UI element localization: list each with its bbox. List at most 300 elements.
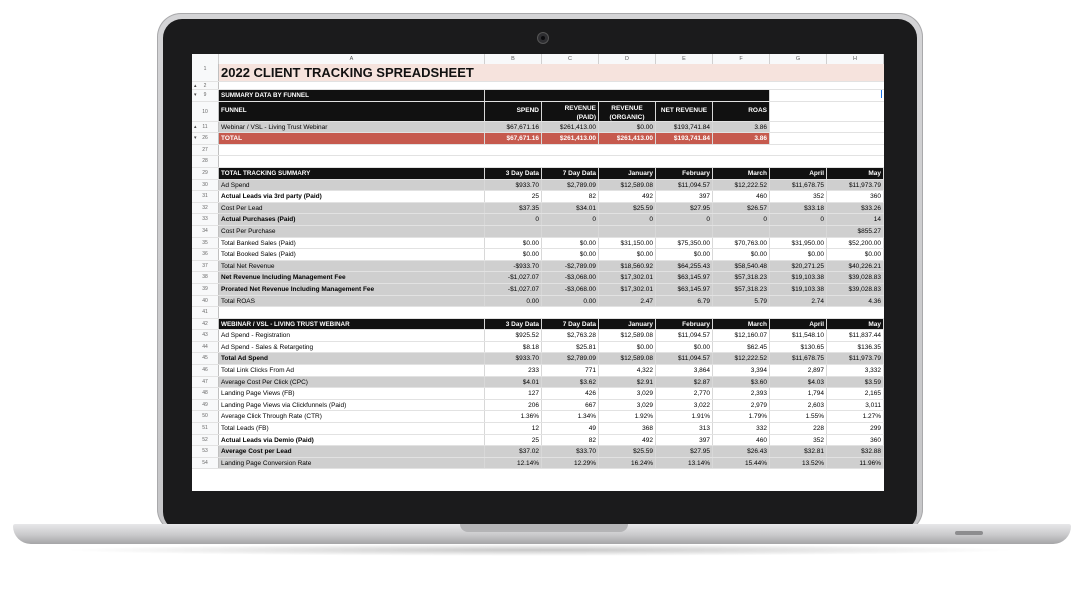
data-cell[interactable]: $2.87 [656,377,713,388]
row-label-cell[interactable]: Cost Per Lead [219,203,485,214]
row-number[interactable]: 52 [192,435,219,446]
data-cell[interactable]: $4.03 [770,377,827,388]
data-cell[interactable]: $12,222.52 [713,180,770,191]
data-cell[interactable]: 492 [599,435,656,446]
data-cell[interactable]: 0 [542,214,599,225]
data-cell[interactable]: $32.88 [827,446,884,457]
row-label-cell[interactable]: Average Click Through Rate (CTR) [219,411,485,422]
data-cell[interactable]: 49 [542,423,599,434]
data-cell[interactable]: $20,271.25 [770,261,827,272]
data-cell[interactable]: 426 [542,388,599,399]
table-row[interactable] [192,214,884,226]
data-cell[interactable]: $0.00 [770,249,827,260]
data-cell[interactable]: $0.00 [713,249,770,260]
table-row[interactable] [192,296,884,308]
data-cell[interactable]: $75,350.00 [656,238,713,249]
header-cell[interactable]: SPEND [485,102,542,121]
table-row[interactable] [192,226,884,238]
row-number[interactable]: 38 [192,272,219,283]
row-label-cell[interactable]: Total Net Revenue [219,261,485,272]
row-number[interactable]: 46 [192,365,219,376]
data-cell[interactable]: -$3,068.00 [542,272,599,283]
data-cell[interactable]: $40,226.21 [827,261,884,272]
total-revenue-organic-cell[interactable]: $261,413.00 [599,133,656,144]
row-number[interactable]: 48 [192,388,219,399]
data-cell[interactable]: 460 [713,435,770,446]
data-cell[interactable]: $136.35 [827,342,884,353]
table-row[interactable] [192,353,884,365]
data-cell[interactable]: $12,160.07 [713,330,770,341]
data-cell[interactable]: $0.00 [485,249,542,260]
row-number[interactable]: 31 [192,191,219,202]
column-header-cell[interactable]: April [770,319,827,330]
data-cell[interactable]: $11,837.44 [827,330,884,341]
data-cell[interactable]: $11,678.75 [770,180,827,191]
data-cell[interactable]: 1.27% [827,411,884,422]
collapse-arrow-icon[interactable]: ▾ [194,92,197,98]
data-cell[interactable]: $37.35 [485,203,542,214]
data-cell[interactable]: $18,560.92 [599,261,656,272]
data-cell[interactable]: 3,029 [599,388,656,399]
data-cell[interactable]: $32.81 [770,446,827,457]
data-cell[interactable]: $2,763.28 [542,330,599,341]
header-cell[interactable]: NET REVENUE [656,102,713,121]
data-cell[interactable]: $4.01 [485,377,542,388]
row-number[interactable]: 36 [192,249,219,260]
row-label-cell[interactable]: Total Link Clicks From Ad [219,365,485,376]
row-number[interactable]: 35 [192,238,219,249]
data-cell[interactable]: $8.18 [485,342,542,353]
row-number[interactable]: 47 [192,377,219,388]
data-cell[interactable]: 1.34% [542,411,599,422]
revenue-organic-cell[interactable]: $0.00 [599,122,656,133]
row-number[interactable]: 41 [192,307,219,318]
data-cell[interactable]: $0.00 [542,249,599,260]
row-label-cell[interactable]: Cost Per Purchase [219,226,485,237]
row-number[interactable]: 54 [192,458,219,469]
data-cell[interactable] [542,226,599,237]
table-row[interactable] [192,446,884,458]
data-cell[interactable]: 2.47 [599,296,656,307]
row-number[interactable]: 1 [192,64,219,81]
table-row[interactable] [192,284,884,296]
total-spend-cell[interactable]: $67,671.16 [485,133,542,144]
data-cell[interactable]: 460 [713,191,770,202]
data-cell[interactable]: $57,318.23 [713,272,770,283]
data-cell[interactable]: $11,094.57 [656,180,713,191]
row-label-cell[interactable]: Ad Spend - Sales & Retargeting [219,342,485,353]
data-cell[interactable]: -$1,027.07 [485,284,542,295]
column-header[interactable]: E [656,54,713,64]
data-cell[interactable]: 12.29% [542,458,599,469]
corner-cell[interactable] [192,54,219,64]
data-cell[interactable]: 2,770 [656,388,713,399]
data-cell[interactable]: 771 [542,365,599,376]
data-cell[interactable]: $27.95 [656,203,713,214]
data-cell[interactable]: 667 [542,400,599,411]
section-header-row[interactable] [192,168,884,180]
column-header[interactable]: G [770,54,827,64]
data-cell[interactable]: $39,028.83 [827,284,884,295]
roas-cell[interactable]: 3.86 [713,122,770,133]
row-number[interactable]: 40 [192,296,219,307]
data-cell[interactable]: 3,022 [656,400,713,411]
data-cell[interactable]: $27.95 [656,446,713,457]
row-label-cell[interactable]: Landing Page Views (FB) [219,388,485,399]
data-cell[interactable]: 2,165 [827,388,884,399]
row-label-cell[interactable]: Landing Page Conversion Rate [219,458,485,469]
data-cell[interactable]: 25 [485,435,542,446]
data-cell[interactable] [485,226,542,237]
data-cell[interactable]: 2,897 [770,365,827,376]
row-number[interactable]: 42 [192,319,219,330]
data-cell[interactable]: $925.52 [485,330,542,341]
data-cell[interactable]: $130.65 [770,342,827,353]
data-cell[interactable]: $0.00 [599,342,656,353]
data-cell[interactable]: $34.01 [542,203,599,214]
row-number[interactable]: 2 [192,82,219,89]
data-cell[interactable]: 1.92% [599,411,656,422]
data-cell[interactable]: 2.74 [770,296,827,307]
header-cell[interactable]: ROAS [713,102,770,121]
data-cell[interactable]: $3.59 [827,377,884,388]
column-header-cell[interactable]: 3 Day Data [485,168,542,179]
spreadsheet-title[interactable] [219,64,884,81]
section-title[interactable]: SUMMARY DATA BY FUNNEL [219,90,485,101]
column-header-cell[interactable]: February [656,168,713,179]
data-cell[interactable]: $39,028.83 [827,272,884,283]
total-roas-cell[interactable]: 3.86 [713,133,770,144]
data-cell[interactable]: $25.59 [599,446,656,457]
data-cell[interactable]: $2,789.09 [542,353,599,364]
table-row[interactable] [192,458,884,470]
data-cell[interactable]: 13.52% [770,458,827,469]
data-cell[interactable]: 1.55% [770,411,827,422]
expand-arrow-icon[interactable]: ▴ [194,123,197,130]
table-row[interactable] [192,156,884,168]
data-cell[interactable]: $63,145.97 [656,272,713,283]
row-number[interactable]: 11 [192,122,219,133]
header-cell[interactable]: FUNNEL [219,102,485,121]
data-cell[interactable]: 2,393 [713,388,770,399]
data-cell[interactable]: 0 [656,214,713,225]
row-label-cell[interactable]: Total Ad Spend [219,353,485,364]
data-cell[interactable]: 360 [827,435,884,446]
row-number[interactable]: 37 [192,261,219,272]
data-cell[interactable]: 5.79 [713,296,770,307]
scrollbar-indicator[interactable] [881,90,882,98]
data-cell[interactable]: -$1,027.07 [485,272,542,283]
data-cell[interactable]: 3,394 [713,365,770,376]
net-revenue-cell[interactable]: $193,741.84 [656,122,713,133]
data-cell[interactable] [713,226,770,237]
data-cell[interactable]: 16.24% [599,458,656,469]
column-header-cell[interactable]: 7 Day Data [542,168,599,179]
data-cell[interactable]: 206 [485,400,542,411]
data-cell[interactable]: $26.43 [713,446,770,457]
data-cell[interactable]: $33.18 [770,203,827,214]
data-cell[interactable]: $52,200.00 [827,238,884,249]
table-row[interactable] [192,145,884,157]
data-cell[interactable]: 1.91% [656,411,713,422]
table-row[interactable] [192,180,884,192]
table-row[interactable] [192,191,884,203]
data-cell[interactable]: 299 [827,423,884,434]
data-cell[interactable]: 492 [599,191,656,202]
data-cell[interactable]: 3,011 [827,400,884,411]
data-cell[interactable]: $12,589.08 [599,180,656,191]
table-row[interactable] [192,82,884,90]
table-row[interactable] [192,238,884,250]
data-cell[interactable]: $3.60 [713,377,770,388]
data-cell[interactable]: $25.81 [542,342,599,353]
column-header[interactable]: C [542,54,599,64]
table-row[interactable] [192,64,884,82]
data-cell[interactable]: $933.70 [485,353,542,364]
data-cell[interactable]: 352 [770,435,827,446]
data-cell[interactable]: 25 [485,191,542,202]
row-number[interactable]: 26 [192,133,219,144]
row-number[interactable]: 30 [192,180,219,191]
data-cell[interactable]: 397 [656,435,713,446]
column-header-cell[interactable]: May [827,319,884,330]
data-cell[interactable]: 368 [599,423,656,434]
data-cell[interactable]: $11,973.79 [827,353,884,364]
column-header[interactable]: H [827,54,884,64]
row-label-cell[interactable]: Average Cost Per Click (CPC) [219,377,485,388]
data-cell[interactable]: 1,794 [770,388,827,399]
data-cell[interactable]: $933.70 [485,180,542,191]
row-number[interactable]: 9 [192,90,219,101]
header-cell[interactable] [485,90,770,101]
data-cell[interactable]: 0.00 [542,296,599,307]
total-net-revenue-cell[interactable]: $193,741.84 [656,133,713,144]
summary-row[interactable] [192,122,884,134]
data-cell[interactable]: $0.00 [485,238,542,249]
row-label-cell[interactable]: Total Banked Sales (Paid) [219,238,485,249]
data-cell[interactable]: $57,318.23 [713,284,770,295]
section-title[interactable]: WEBINAR / VSL - LIVING TRUST WEBINAR [219,319,485,330]
section-header-row[interactable] [192,319,884,331]
row-label-cell[interactable]: Average Cost per Lead [219,446,485,457]
column-header[interactable]: D [599,54,656,64]
column-header-cell[interactable]: February [656,319,713,330]
row-number[interactable]: 51 [192,423,219,434]
data-cell[interactable]: $11,973.79 [827,180,884,191]
data-cell[interactable]: $33.26 [827,203,884,214]
row-label-cell[interactable]: Net Revenue Including Management Fee [219,272,485,283]
data-cell[interactable]: 4.36 [827,296,884,307]
data-cell[interactable]: $25.59 [599,203,656,214]
collapse-arrow-icon[interactable]: ▾ [194,135,197,142]
table-row[interactable] [192,400,884,412]
table-row[interactable] [192,307,884,319]
data-cell[interactable]: -$933.70 [485,261,542,272]
data-cell[interactable]: 0 [485,214,542,225]
data-cell[interactable]: 0 [713,214,770,225]
row-number[interactable]: 49 [192,400,219,411]
data-cell[interactable]: $2.91 [599,377,656,388]
row-label-cell[interactable]: Prorated Net Revenue Including Management Fee [219,284,485,295]
data-cell[interactable]: 3,864 [656,365,713,376]
row-number[interactable]: 29 [192,168,219,179]
data-cell[interactable]: 14 [827,214,884,225]
column-header-cell[interactable]: May [827,168,884,179]
data-cell[interactable]: $63,145.97 [656,284,713,295]
data-cell[interactable]: $0.00 [656,249,713,260]
data-cell[interactable]: 397 [656,191,713,202]
row-number[interactable]: 39 [192,284,219,295]
data-cell[interactable]: $0.00 [542,238,599,249]
data-cell[interactable]: $58,540.48 [713,261,770,272]
row-number[interactable]: 44 [192,342,219,353]
data-cell[interactable]: $12,589.08 [599,330,656,341]
row-number[interactable]: 34 [192,226,219,237]
data-cell[interactable]: -$2,789.09 [542,261,599,272]
data-cell[interactable]: 233 [485,365,542,376]
data-cell[interactable]: 3,332 [827,365,884,376]
table-row[interactable] [192,342,884,354]
data-cell[interactable]: $64,255.43 [656,261,713,272]
table-row[interactable] [192,365,884,377]
data-cell[interactable]: $26.57 [713,203,770,214]
data-cell[interactable]: 1.36% [485,411,542,422]
section-header-row[interactable] [192,90,884,102]
data-cell[interactable]: 0 [770,214,827,225]
data-cell[interactable] [770,226,827,237]
row-label-cell[interactable]: Actual Leads via 3rd party (Paid) [219,191,485,202]
data-cell[interactable]: 82 [542,191,599,202]
data-cell[interactable]: $17,302.01 [599,284,656,295]
data-cell[interactable]: 0 [599,214,656,225]
section-title[interactable]: TOTAL TRACKING SUMMARY [219,168,485,179]
data-cell[interactable]: $11,678.75 [770,353,827,364]
table-row[interactable] [192,411,884,423]
data-cell[interactable]: 13.14% [656,458,713,469]
data-cell[interactable]: 332 [713,423,770,434]
row-label-cell[interactable]: Ad Spend [219,180,485,191]
data-cell[interactable]: $0.00 [827,249,884,260]
data-cell[interactable]: 3,029 [599,400,656,411]
data-cell[interactable]: 82 [542,435,599,446]
data-cell[interactable]: $11,094.57 [656,330,713,341]
row-number[interactable]: 50 [192,411,219,422]
expand-arrow-icon[interactable]: ▴ [194,83,197,89]
data-cell[interactable]: $37.02 [485,446,542,457]
row-label-cell[interactable]: Total Leads (FB) [219,423,485,434]
data-cell[interactable]: 360 [827,191,884,202]
data-cell[interactable]: $2,789.09 [542,180,599,191]
data-cell[interactable]: $855.27 [827,226,884,237]
column-header-cell[interactable]: 7 Day Data [542,319,599,330]
header-cell[interactable]: REVENUE (PAID) [542,102,599,121]
summary-total-row[interactable] [192,133,884,145]
spreadsheet-grid[interactable] [192,64,884,469]
data-cell[interactable]: $12,589.08 [599,353,656,364]
data-cell[interactable]: 2,979 [713,400,770,411]
table-row[interactable] [192,377,884,389]
data-cell[interactable]: $11,548.10 [770,330,827,341]
data-cell[interactable]: $19,103.38 [770,284,827,295]
table-row[interactable] [192,203,884,215]
column-header-cell[interactable]: April [770,168,827,179]
table-row[interactable] [192,435,884,447]
data-cell[interactable]: 228 [770,423,827,434]
row-number[interactable]: 33 [192,214,219,225]
data-cell[interactable] [656,226,713,237]
data-cell[interactable]: 4,322 [599,365,656,376]
data-cell[interactable]: $11,094.57 [656,353,713,364]
data-cell[interactable]: 127 [485,388,542,399]
data-cell[interactable]: 6.79 [656,296,713,307]
data-cell[interactable]: $12,222.52 [713,353,770,364]
table-row[interactable] [192,272,884,284]
data-cell[interactable]: $62.45 [713,342,770,353]
column-header-cell[interactable]: March [713,319,770,330]
column-header[interactable]: F [713,54,770,64]
spend-cell[interactable]: $67,671.16 [485,122,542,133]
data-cell[interactable]: $33.70 [542,446,599,457]
column-header-cell[interactable]: 3 Day Data [485,319,542,330]
data-cell[interactable]: $0.00 [599,249,656,260]
data-cell[interactable]: $31,950.00 [770,238,827,249]
column-header[interactable]: A [219,54,485,64]
data-cell[interactable]: 352 [770,191,827,202]
data-cell[interactable]: $3.62 [542,377,599,388]
header-cell[interactable]: REVENUE (ORGANIC) [599,102,656,121]
row-number[interactable]: 45 [192,353,219,364]
row-number[interactable]: 32 [192,203,219,214]
total-label[interactable]: TOTAL [219,133,485,144]
data-cell[interactable]: $70,763.00 [713,238,770,249]
column-header-cell[interactable]: March [713,168,770,179]
data-cell[interactable]: 0.00 [485,296,542,307]
table-row[interactable] [192,330,884,342]
data-cell[interactable]: $19,103.38 [770,272,827,283]
data-cell[interactable]: 2,603 [770,400,827,411]
column-header-cell[interactable]: January [599,319,656,330]
data-cell[interactable]: $0.00 [656,342,713,353]
funnel-name-cell[interactable]: Webinar / VSL - Living Trust Webinar [219,122,485,133]
column-header-cell[interactable]: January [599,168,656,179]
data-cell[interactable]: 15.44% [713,458,770,469]
data-cell[interactable]: 12 [485,423,542,434]
data-cell[interactable]: 313 [656,423,713,434]
data-cell[interactable]: -$3,068.00 [542,284,599,295]
table-row[interactable] [192,423,884,435]
row-label-cell[interactable]: Actual Leads via Demio (Paid) [219,435,485,446]
total-revenue-paid-cell[interactable]: $261,413.00 [542,133,599,144]
data-cell[interactable]: $31,150.00 [599,238,656,249]
row-label-cell[interactable]: Ad Spend - Registration [219,330,485,341]
data-cell[interactable] [599,226,656,237]
row-number[interactable]: 27 [192,145,219,156]
table-row[interactable] [192,388,884,400]
row-number[interactable]: 53 [192,446,219,457]
row-number[interactable]: 28 [192,156,219,167]
data-cell[interactable]: 12.14% [485,458,542,469]
row-label-cell[interactable]: Total Booked Sales (Paid) [219,249,485,260]
column-header[interactable]: B [485,54,542,64]
data-cell[interactable]: 1.79% [713,411,770,422]
revenue-paid-cell[interactable]: $261,413.00 [542,122,599,133]
table-row[interactable] [192,261,884,273]
row-number[interactable]: 10 [192,102,219,121]
data-cell[interactable]: 11.96% [827,458,884,469]
row-label-cell[interactable]: Actual Purchases (Paid) [219,214,485,225]
table-row[interactable] [192,249,884,261]
data-cell[interactable]: $17,302.01 [599,272,656,283]
